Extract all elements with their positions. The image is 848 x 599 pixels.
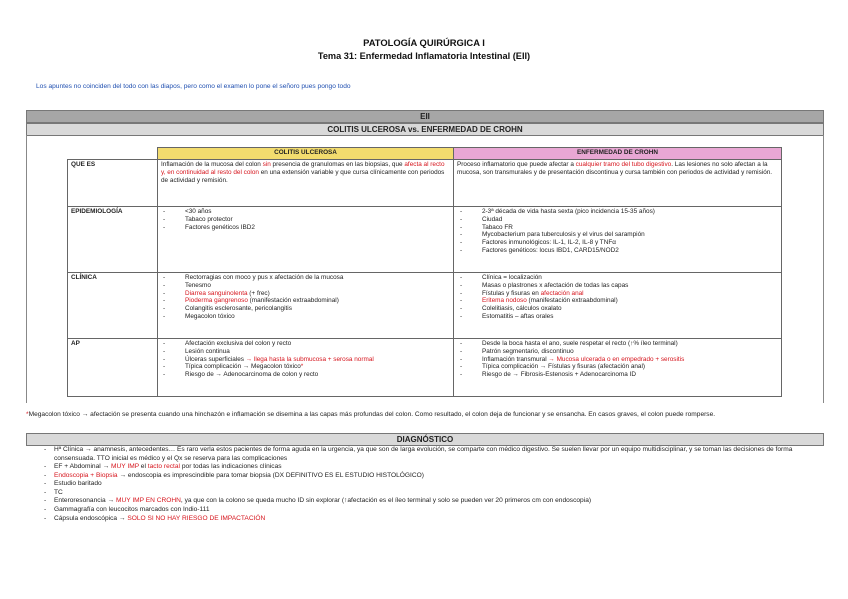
text-run: Factores genéticos IBD2 [185,223,255,231]
text-run: Mycobacterium para tuberculosis y el virus del sarampión [482,231,645,239]
megacolon-footnote [26,411,822,420]
bullet-item [457,340,778,348]
bullet-item [457,313,778,321]
bullet-item [161,305,450,313]
doc-title: PATOLOGÍA QUIRÚRGICA I [363,37,485,48]
ap-cu [158,339,454,397]
bullet-item [457,216,778,224]
text-run: (manifestación extraabdominal) [526,297,618,305]
highlight-text: Endoscopia + Biopsia [54,471,118,479]
diagnostico-item [42,515,822,524]
text-run: Tenesmo [185,281,211,289]
diagnostico-item [42,489,822,498]
highlight-text: MUY IMP [111,463,139,471]
highlight-text: cualquier tramo del tubo digestivo [575,161,672,168]
text-run: Úlceras superficiales [185,355,246,363]
text-run: Lesión continua [185,347,230,355]
clinica-cu [158,273,454,339]
bullet-item [457,247,778,255]
row-label-epidemiologia: EPIDEMIOLOGÍA [68,207,158,273]
col-header-crohn: ENFERMEDAD DE CROHN [454,148,782,160]
text-run: Tabaco protector [185,215,233,223]
text-run: Hª Clínica → anamnesis, antecedentes… Es raro verla estos pacientes de forma aguda en la urgencia, ya que son de larga evolución, se comparte con médico digestivo. Se suelen llevar por un equipo multidisciplinar, y se toman las decisiones de forma consensuada. TTO inicial es médico y el Qx se reserva para las complicaciones [54,446,793,462]
bullet-item [457,363,778,371]
text-run: Típica complicación → Fístulas y fisuras (afectación anal) [482,363,646,371]
diagnostico-item [42,463,822,472]
highlight-text: Eritema nodoso [482,297,527,305]
text-run: Típica complicación → Megacolon tóxico [185,363,301,371]
text-run: Colangitis esclerosante, pericolangitis [185,305,292,313]
text-run: el [138,463,148,471]
bullet-item [457,224,778,232]
text-run: Masas o plastrones x afectación de todas las capas [482,281,629,289]
diagnostico-item [42,480,822,489]
text-run: Tabaco FR [482,223,513,231]
diagnostico-list [42,446,822,523]
text-run: Afectación exclusiva del colon y recto [185,340,292,347]
text-run: Factores genéticos: locus IBD1, CARD15/NOD2 [482,247,619,255]
highlight-text: → llega hasta la submucosa + serosa normal [245,355,374,363]
highlight-text: sin [262,161,271,168]
text-run: Rectorragias con moco y pus x afectación de la mucosa [185,274,344,281]
epidemiologia-cu [158,207,454,273]
text-run: Fístulas y fisuras en [482,289,541,297]
text-run: Colelitiasis, cálculos oxalato [482,305,562,313]
text-run: Estudio baritado [54,480,102,488]
text-run: Estomatitis – aftas orales [482,313,554,321]
text-run: Megacolon tóxico → afectación se presenta cuando una hinchazón e inflamación se disemina a las capas más profundas del colon. Como resultado, el colon deja de funcionar y se ensancha. En casos graves, el colon puede romperse. [28,411,716,418]
author-note: Los apuntes no coinciden del todo con las diapos, pero como el examen lo pone el señoro pues pongo todo [36,83,351,90]
bullet-item [161,224,450,232]
highlight-text: MUY IMP EN CROHN [115,497,181,505]
bullet-item [457,290,778,298]
highlight-text: tacto rectal [147,463,181,471]
bullet-item [161,290,450,298]
text-run: Riesgo de → Adenocarcinoma de colon y recto [185,371,319,379]
highlight-text: Diarrea sanguinolenta [185,289,248,297]
text-run: Ciudad [482,215,503,223]
bullet-item [457,208,778,216]
text-run: (manifestación extraabdominal) [247,297,339,305]
text-run: . Las lesiones no solo afectan a la mucosa, son transmurales y de presentación discontinua y cursa también con periodos de actividad y remisión. [457,161,773,176]
bullet-item [457,239,778,247]
text-run: (+ frec) [247,289,270,297]
comparison-table [67,147,782,397]
text-run: Gammagrafía con leucocitos marcados con Indio-111 [54,505,210,513]
text-run: Cápsula endoscópica → [54,514,128,522]
ap-crohn [454,339,782,397]
bullet-item [457,371,778,379]
doc-subtitle: Tema 31: Enfermedad Inflamatoria Intestinal (EII) [317,51,531,61]
epidemiologia-crohn [454,207,782,273]
text-run: Inflamación transmural [482,355,549,363]
bullet-item [161,282,450,290]
bullet-item [161,216,450,224]
highlight-text: Pioderma gangrenoso [185,297,248,305]
highlight-text: SOLO SI NO HAY RIESGO DE IMPACTACIÓN [127,514,266,522]
bullet-item [161,313,450,321]
text-run: Proceso inflamatorio que puede afectar a [457,161,576,168]
corner-cell [68,148,158,160]
row-label-clinica: CLÍNICA [68,273,158,339]
highlight-text: * [26,411,29,418]
highlight-text: afecta al recto y, en continuidad al resto del colon [161,161,445,176]
clinica-crohn [454,273,782,339]
bullet-item [161,363,450,371]
bullet-item [161,348,450,356]
bullet-item [161,371,450,379]
diagnostico-item [42,506,822,515]
text-run: Factores inmunológicos: IL-1, IL-2, IL-8 y TNFα [482,239,616,247]
bullet-item [457,356,778,364]
bullet-item [457,297,778,305]
bullet-item [161,356,450,364]
text-run: 2-3ª década de vida hasta sexta (pico incidencia 15-35 años) [482,208,655,215]
bullet-item [457,274,778,282]
text-run: <30 años [185,208,212,215]
diagnostico-band: DIAGNÓSTICO [26,433,824,446]
diagnostico-item [42,497,822,506]
bullet-item [161,340,450,348]
text-run: Patrón segmentario, discontinuo [482,347,574,355]
text-run: , ya que con la colono se queda mucho ID sin explorar (↑afectación es el íleo terminal y solo se pueden ver 20 primeros cm con endoscopia) [180,497,592,505]
diagnostico-item [42,446,822,463]
bullet-item [457,305,778,313]
text-run: → endoscopia es imprescindible para tomar biopsia (DX DEFINITIVO ES EL ESTUDIO HISTOLÓGICO) [117,471,424,479]
row-label-ap: AP [68,339,158,397]
text-run: EF + Abdominal → [54,463,111,471]
text-run: Enteroresonancia → [54,497,116,505]
bullet-item [161,274,450,282]
highlight-text: * [300,363,304,371]
section-title-band: EII [26,110,824,123]
bullet-item [161,208,450,216]
text-run: presencia de granulomas en las biopsias, que [270,161,405,168]
text-run: Riesgo de → Fibrosis-Estenosis + Adenocarcinoma ID [482,371,636,379]
text-run: en una extensión variable y que cursa clínicamente con periodos de actividad y remisión. [161,168,445,184]
bullet-item [457,282,778,290]
diagnostico-item [42,472,822,481]
text-run: Megacolon tóxico [185,313,235,321]
text-run: TC [54,488,63,496]
text-run: Inflamación de la mucosa del colon [161,161,263,168]
highlight-text: → Mucosa ulcerada o en empedrado + serositis [548,355,685,363]
text-run: Clínica = localización [482,274,542,281]
bullet-item [457,348,778,356]
text-run: por todas las indicaciones clínicas [180,463,282,471]
section-subtitle-band: COLITIS ULCEROSA vs. ENFERMEDAD DE CROHN [26,123,824,136]
bullet-item [161,297,450,305]
que-es-cu [158,160,454,207]
bullet-item [457,231,778,239]
que-es-crohn [454,160,782,207]
text-run: Desde la boca hasta el ano, suele respetar el recto (↑% íleo terminal) [482,340,678,347]
highlight-text: afectación anal [540,289,584,297]
row-label-que-es: QUE ES [68,160,158,207]
col-header-cu: COLITIS ULCEROSA [158,148,454,160]
